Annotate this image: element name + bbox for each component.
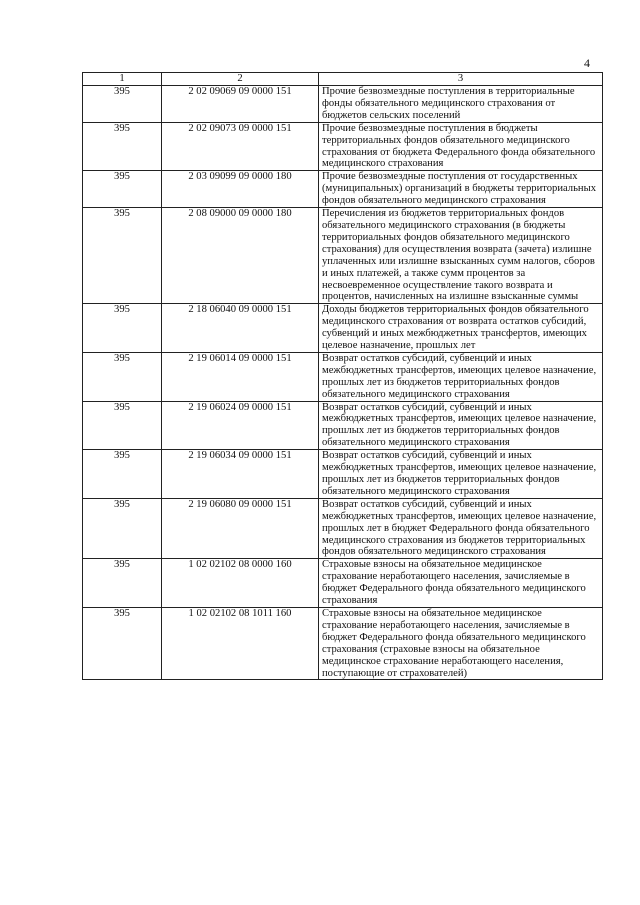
budget-code-cell: 1 02 02102 08 0000 160 [162, 559, 319, 608]
income-name-cell: Доходы бюджетов территориальных фондов обязательного медицинского страхования от возврата остатков субсидий, субвенций и иных межбюджетных трансфертов, имеющих целевое назначение, прошлых лет [319, 304, 603, 353]
admin-code-cell: 395 [83, 208, 162, 304]
table-header-row [83, 73, 603, 86]
table-row [83, 352, 603, 401]
table-row [83, 208, 603, 304]
budget-code-cell: 1 02 02102 08 1011 160 [162, 607, 319, 679]
admin-code-cell: 395 [83, 401, 162, 450]
table-row [83, 401, 603, 450]
admin-code-cell: 395 [83, 559, 162, 608]
income-name-cell: Прочие безвозмездные поступления от государственных (муниципальных) организаций в бюджеты территориальных фондов обязательного медицинского страхования [319, 171, 603, 208]
column-header-3: 3 [319, 73, 603, 86]
table-row [83, 122, 603, 171]
table-row [83, 498, 603, 559]
budget-code-cell: 2 02 09069 09 0000 151 [162, 86, 319, 123]
admin-code-cell: 395 [83, 86, 162, 123]
budget-code-cell: 2 08 09000 09 0000 180 [162, 208, 319, 304]
income-name-cell: Возврат остатков субсидий, субвенций и иных межбюджетных трансфертов, имеющих целевое назначение, прошлых лет из бюджетов территориальных фондов обязательного медицинского страхования [319, 352, 603, 401]
table-row [83, 171, 603, 208]
table-row [83, 304, 603, 353]
budget-code-cell: 2 19 06024 09 0000 151 [162, 401, 319, 450]
column-header-2: 2 [162, 73, 319, 86]
budget-code-cell: 2 02 09073 09 0000 151 [162, 122, 319, 171]
table-row [83, 450, 603, 499]
admin-code-cell: 395 [83, 304, 162, 353]
admin-code-cell: 395 [83, 450, 162, 499]
income-name-cell: Страховые взносы на обязательное медицинское страхование неработающего населения, зачисляемые в бюджет Федерального фонда обязательного медицинского страхования (страховые взносы на обязательное медицинское страхование неработающего населения, поступающие от страхователей) [319, 607, 603, 679]
admin-code-cell: 395 [83, 352, 162, 401]
budget-code-cell: 2 19 06034 09 0000 151 [162, 450, 319, 499]
budget-code-cell: 2 03 09099 09 0000 180 [162, 171, 319, 208]
income-name-cell: Страховые взносы на обязательное медицинское страхование неработающего населения, зачисляемые в бюджет Федерального фонда обязательного медицинского страхования [319, 559, 603, 608]
income-name-cell: Возврат остатков субсидий, субвенций и иных межбюджетных трансфертов, имеющих целевое назначение, прошлых лет из бюджетов территориальных фондов обязательного медицинского страхования [319, 450, 603, 499]
income-name-cell: Прочие безвозмездные поступления в территориальные фонды обязательного медицинского страхования от бюджетов сельских поселений [319, 86, 603, 123]
admin-code-cell: 395 [83, 498, 162, 559]
table-row [83, 559, 603, 608]
page-number: 4 [584, 56, 590, 70]
admin-code-cell: 395 [83, 607, 162, 679]
budget-code-cell: 2 18 06040 09 0000 151 [162, 304, 319, 353]
income-name-cell: Возврат остатков субсидий, субвенций и иных межбюджетных трансфертов, имеющих целевое назначение, прошлых лет в бюджет Федерального фонда обязательного медицинского страхования из бюджетов территориальных фондов обязательного медицинского страхования [319, 498, 603, 559]
budget-code-cell: 2 19 06080 09 0000 151 [162, 498, 319, 559]
admin-code-cell: 395 [83, 171, 162, 208]
column-header-1: 1 [83, 73, 162, 86]
income-name-cell: Перечисления из бюджетов территориальных фондов обязательного медицинского страхования (в бюджеты территориальных фондов обязательного медицинского страхования) для осуществления возврата (зачета) излишне уплаченных или излишне взысканных сумм налогов, сборов и иных платежей, а также сумм процентов за несвоевременное осуществление такого возврата и процентов, начисленных на излишне взысканные суммы [319, 208, 603, 304]
income-name-cell: Прочие безвозмездные поступления в бюджеты территориальных фондов обязательного медицинского страхования от бюджета Федерального фонда обязательного медицинского страхования [319, 122, 603, 171]
table-row [83, 86, 603, 123]
budget-codes-table [82, 72, 603, 680]
table-row [83, 607, 603, 679]
budget-code-cell: 2 19 06014 09 0000 151 [162, 352, 319, 401]
admin-code-cell: 395 [83, 122, 162, 171]
income-name-cell: Возврат остатков субсидий, субвенций и иных межбюджетных трансфертов, имеющих целевое назначение, прошлых лет из бюджетов территориальных фондов обязательного медицинского страхования [319, 401, 603, 450]
